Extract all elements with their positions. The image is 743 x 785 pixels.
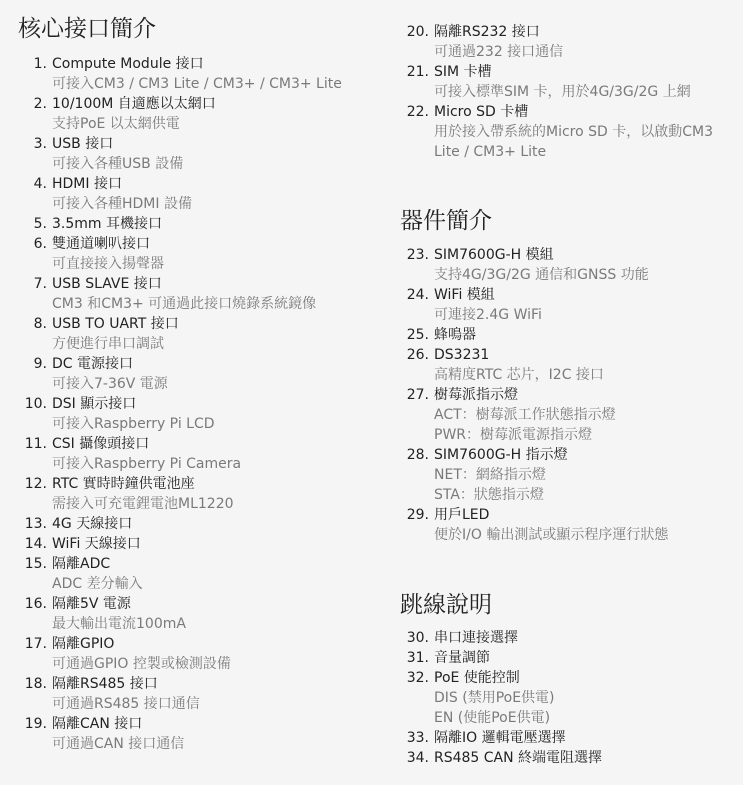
- list-item: [0, 534, 342, 554]
- item-description: DIS (禁用PoE供電): [434, 690, 555, 706]
- item-description: 可直接接入揚聲器: [52, 256, 164, 272]
- item-number: 25.: [406, 327, 429, 343]
- item-number: 29.: [406, 507, 429, 523]
- item-number: 15.: [24, 556, 47, 572]
- item-description: Lite / CM3+ Lite: [434, 144, 547, 160]
- item-number: 1.: [33, 56, 47, 72]
- item-number: 5.: [33, 216, 47, 232]
- list-item: [0, 674, 342, 714]
- jumpers-heading: 跳線說明: [400, 592, 492, 618]
- item-title: SIM 卡槽: [434, 64, 492, 80]
- item-number: 26.: [406, 347, 429, 363]
- item-number: 2.: [33, 96, 47, 112]
- item-description: CM3 和CM3+ 可通過此接口燒錄系統鏡像: [52, 296, 317, 312]
- list-item: [392, 505, 668, 545]
- item-description: 最大輸出電流100mA: [52, 616, 186, 632]
- item-number: 14.: [24, 536, 47, 552]
- list-item: [0, 634, 342, 674]
- item-title: 串口連接選擇: [434, 630, 518, 646]
- list-item: [0, 314, 342, 354]
- list-item: [392, 628, 602, 648]
- list-item: [392, 102, 713, 162]
- item-title: 隔離GPIO: [52, 636, 115, 652]
- list-item: [0, 474, 342, 514]
- item-number: 9.: [33, 356, 47, 372]
- list-item: [0, 394, 342, 434]
- item-title: Compute Module 接口: [52, 56, 204, 72]
- item-number: 33.: [406, 730, 429, 746]
- list-item: [0, 354, 342, 394]
- item-number: 18.: [24, 676, 47, 692]
- item-description: EN (使能PoE供電): [434, 710, 551, 726]
- item-number: 17.: [24, 636, 47, 652]
- item-title: 隔離CAN 接口: [52, 716, 143, 732]
- item-title: SIM7600G-H 模組: [434, 247, 554, 263]
- item-title: DSI 顯示接口: [52, 396, 137, 412]
- item-title: 樹莓派指示燈: [434, 387, 518, 403]
- item-number: 31.: [406, 650, 429, 666]
- list-item: [0, 134, 342, 174]
- item-description: 可接入各種USB 設備: [52, 156, 184, 172]
- item-description: STA：狀態指示燈: [434, 487, 544, 503]
- list-item: [0, 554, 342, 594]
- item-description: 可接入7-36V 電源: [52, 376, 168, 392]
- item-description: 需接入可充電鋰電池ML1220: [52, 496, 234, 512]
- item-description: 可通過232 接口通信: [434, 44, 564, 60]
- item-number: 24.: [406, 287, 429, 303]
- item-title: WiFi 天線接口: [52, 536, 141, 552]
- item-title: 用戶LED: [434, 507, 490, 523]
- item-title: PoE 使能控制: [434, 670, 520, 686]
- list-item: [392, 22, 713, 62]
- item-description: 可接入標準SIM 卡，用於4G/3G/2G 上網: [434, 84, 691, 100]
- list-item: [0, 514, 342, 534]
- list-item: [0, 94, 342, 134]
- item-description: 可通過CAN 接口通信: [52, 736, 185, 752]
- interfaces-list-continued: [392, 22, 713, 162]
- item-title: 隔離RS232 接口: [434, 24, 540, 40]
- list-item: [392, 62, 713, 102]
- item-title: 10/100M 自適應以太網口: [52, 96, 216, 112]
- list-item: [392, 245, 668, 285]
- item-number: 3.: [33, 136, 47, 152]
- list-item: [392, 285, 668, 325]
- interfaces-heading: 核心接口簡介: [18, 16, 156, 42]
- item-title: 4G 天線接口: [52, 516, 133, 532]
- item-number: 16.: [24, 596, 47, 612]
- item-number: 20.: [406, 24, 429, 40]
- item-number: 11.: [24, 436, 47, 452]
- item-number: 30.: [406, 630, 429, 646]
- item-title: 蜂鳴器: [434, 327, 476, 343]
- list-item: [0, 714, 342, 754]
- item-description: 高精度RTC 芯片，I2C 接口: [434, 367, 604, 383]
- item-description: 可接入Raspberry Pi LCD: [52, 416, 215, 432]
- item-number: 32.: [406, 670, 429, 686]
- item-description: PWR：樹莓派電源指示燈: [434, 427, 593, 443]
- item-number: 23.: [406, 247, 429, 263]
- item-title: Micro SD 卡槽: [434, 104, 529, 120]
- list-item: [392, 648, 602, 668]
- item-description: 可接入Raspberry Pi Camera: [52, 456, 242, 472]
- item-title: DC 電源接口: [52, 356, 134, 372]
- item-title: RS485 CAN 終端電阻選擇: [434, 750, 603, 766]
- list-item: [0, 214, 342, 234]
- interfaces-list: [0, 54, 342, 754]
- list-item: [0, 234, 342, 274]
- item-description: 方便進行串口調試: [52, 336, 164, 352]
- item-description: 可通過GPIO 控製或檢測設備: [52, 656, 231, 672]
- item-title: RTC 實時時鐘供電池座: [52, 476, 195, 492]
- item-number: 12.: [24, 476, 47, 492]
- item-title: CSI 攝像頭接口: [52, 436, 150, 452]
- list-item: [392, 668, 602, 728]
- item-number: 21.: [406, 64, 429, 80]
- item-number: 8.: [33, 316, 47, 332]
- components-list: [392, 245, 668, 545]
- item-title: USB 接口: [52, 136, 114, 152]
- item-number: 6.: [33, 236, 47, 252]
- item-title: 隔離ADC: [52, 556, 111, 572]
- item-number: 4.: [33, 176, 47, 192]
- list-item: [0, 594, 342, 634]
- list-item: [0, 174, 342, 214]
- list-item: [392, 748, 602, 768]
- item-description: 可通過RS485 接口通信: [52, 696, 200, 712]
- list-item: [0, 434, 342, 474]
- item-number: 13.: [24, 516, 47, 532]
- item-description: 支持PoE 以太網供電: [52, 116, 180, 132]
- item-title: 3.5mm 耳機接口: [52, 216, 162, 232]
- item-title: 隔離5V 電源: [52, 596, 131, 612]
- item-description: ADC 差分輸入: [52, 576, 143, 592]
- item-number: 28.: [406, 447, 429, 463]
- item-description: 用於接入帶系統的Micro SD 卡，以啟動CM3: [434, 124, 714, 140]
- item-number: 27.: [406, 387, 429, 403]
- item-description: 可連接2.4G WiFi: [434, 307, 542, 323]
- item-title: DS3231: [434, 347, 490, 363]
- item-title: SIM7600G-H 指示燈: [434, 447, 568, 463]
- components-heading: 器件簡介: [400, 208, 492, 234]
- jumpers-list: [392, 628, 602, 768]
- item-title: 隔離IO 邏輯電壓選擇: [434, 730, 566, 746]
- item-title: USB SLAVE 接口: [52, 276, 162, 292]
- item-description: 可接入CM3 / CM3 Lite / CM3+ / CM3+ Lite: [52, 76, 342, 92]
- list-item: [392, 325, 668, 345]
- item-title: HDMI 接口: [52, 176, 122, 192]
- list-item: [392, 385, 668, 445]
- item-number: 10.: [24, 396, 47, 412]
- item-description: 支持4G/3G/2G 通信和GNSS 功能: [434, 267, 649, 283]
- item-description: ACT：樹莓派工作狀態指示燈: [434, 407, 616, 423]
- list-item: [392, 445, 668, 505]
- item-title: 雙通道喇叭接口: [52, 236, 150, 252]
- list-item: [392, 728, 602, 748]
- item-title: WiFi 模組: [434, 287, 495, 303]
- item-number: 34.: [406, 750, 429, 766]
- list-item: [0, 54, 342, 94]
- item-title: 音量調節: [434, 650, 490, 666]
- list-item: [392, 345, 668, 385]
- item-number: 7.: [33, 276, 47, 292]
- item-number: 22.: [406, 104, 429, 120]
- item-description: 可接入各種HDMI 設備: [52, 196, 192, 212]
- list-item: [0, 274, 342, 314]
- item-number: 19.: [24, 716, 47, 732]
- item-title: 隔離RS485 接口: [52, 676, 158, 692]
- item-description: NET：網絡指示燈: [434, 467, 546, 483]
- item-description: 便於I/O 輸出測試或顯示程序運行狀態: [434, 527, 669, 543]
- item-title: USB TO UART 接口: [52, 316, 179, 332]
